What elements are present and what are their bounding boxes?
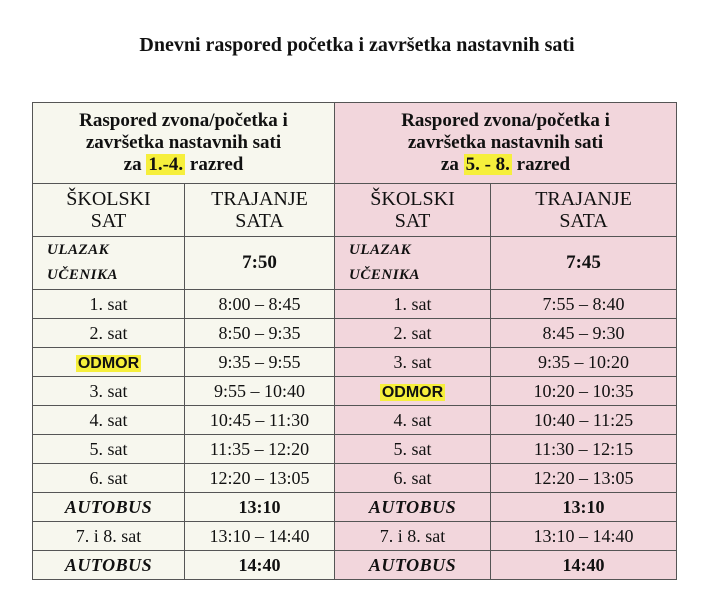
lesson-label: 3. sat <box>335 348 491 377</box>
table-row <box>33 290 677 319</box>
lesson-label: 1. sat <box>33 290 185 319</box>
lesson-time: 13:10 – 14:40 <box>491 522 677 551</box>
table-row <box>33 522 677 551</box>
grade-highlight: 1.-4. <box>148 154 184 175</box>
lesson-label: 2. sat <box>33 319 185 348</box>
lesson-label: 4. sat <box>335 406 491 435</box>
lesson-label: 4. sat <box>33 406 185 435</box>
lesson-time: 11:30 – 12:15 <box>491 435 677 464</box>
table-row <box>33 464 677 493</box>
lesson-label: 7. i 8. sat <box>335 522 491 551</box>
break-label: ODMOR <box>381 383 444 401</box>
table-row <box>33 435 677 464</box>
lesson-time: 11:35 – 12:20 <box>185 435 335 464</box>
lesson-label: 6. sat <box>335 464 491 493</box>
lesson-time: 8:45 – 9:30 <box>491 319 677 348</box>
lesson-label: 5. sat <box>335 435 491 464</box>
col-header-sat: ŠKOLSKI SAT <box>335 184 491 237</box>
entry-time: 7:50 <box>185 237 335 290</box>
lesson-time: 10:20 – 10:35 <box>491 377 677 406</box>
table-row <box>33 493 677 522</box>
lesson-time: 13:10 – 14:40 <box>185 522 335 551</box>
lesson-time: 12:20 – 13:05 <box>491 464 677 493</box>
table-row <box>33 406 677 435</box>
lesson-label: 3. sat <box>33 377 185 406</box>
lesson-time: 7:55 – 8:40 <box>491 290 677 319</box>
table-row <box>33 319 677 348</box>
entry-label: ULAZAK UČENIKA <box>33 237 185 290</box>
lesson-time: 9:35 – 10:20 <box>491 348 677 377</box>
break-cell <box>335 377 491 406</box>
entry-row <box>33 237 677 290</box>
table-row <box>33 377 677 406</box>
break-label: ODMOR <box>77 354 140 372</box>
bus-label: AUTOBUS <box>33 493 185 522</box>
bus-time: 14:40 <box>185 551 335 580</box>
bus-label: AUTOBUS <box>335 551 491 580</box>
page-title: Dnevni raspored početka i završetka nastavnih sati <box>139 34 575 56</box>
lesson-time: 10:40 – 11:25 <box>491 406 677 435</box>
entry-time: 7:45 <box>491 237 677 290</box>
left-section-header: Raspored zvona/početka i završetka nastavnih sati za 1.-4. razred <box>33 103 335 184</box>
entry-label: ULAZAK UČENIKA <box>335 237 491 290</box>
lesson-label: 5. sat <box>33 435 185 464</box>
lesson-time: 9:35 – 9:55 <box>185 348 335 377</box>
col-header-trajanje: TRAJANJE SATA <box>185 184 335 237</box>
bus-label: AUTOBUS <box>335 493 491 522</box>
lesson-time: 12:20 – 13:05 <box>185 464 335 493</box>
bus-label: AUTOBUS <box>33 551 185 580</box>
lesson-label: 7. i 8. sat <box>33 522 185 551</box>
lesson-time: 8:50 – 9:35 <box>185 319 335 348</box>
bus-time: 13:10 <box>185 493 335 522</box>
table-row <box>33 551 677 580</box>
lesson-time: 9:55 – 10:40 <box>185 377 335 406</box>
table-header-row <box>33 103 677 184</box>
schedule-table <box>32 102 677 580</box>
grade-highlight: 5. - 8. <box>465 154 510 175</box>
lesson-label: 1. sat <box>335 290 491 319</box>
lesson-time: 10:45 – 11:30 <box>185 406 335 435</box>
lesson-label: 2. sat <box>335 319 491 348</box>
bus-time: 13:10 <box>491 493 677 522</box>
right-section-header: Raspored zvona/početka i završetka nastavnih sati za 5. - 8. razred <box>335 103 677 184</box>
schedule-rows <box>33 290 677 580</box>
lesson-label: 6. sat <box>33 464 185 493</box>
bus-time: 14:40 <box>491 551 677 580</box>
column-header-row <box>33 184 677 237</box>
lesson-time: 8:00 – 8:45 <box>185 290 335 319</box>
break-cell <box>33 348 185 377</box>
col-header-sat: ŠKOLSKI SAT <box>33 184 185 237</box>
table-row <box>33 348 677 377</box>
col-header-trajanje: TRAJANJE SATA <box>491 184 677 237</box>
